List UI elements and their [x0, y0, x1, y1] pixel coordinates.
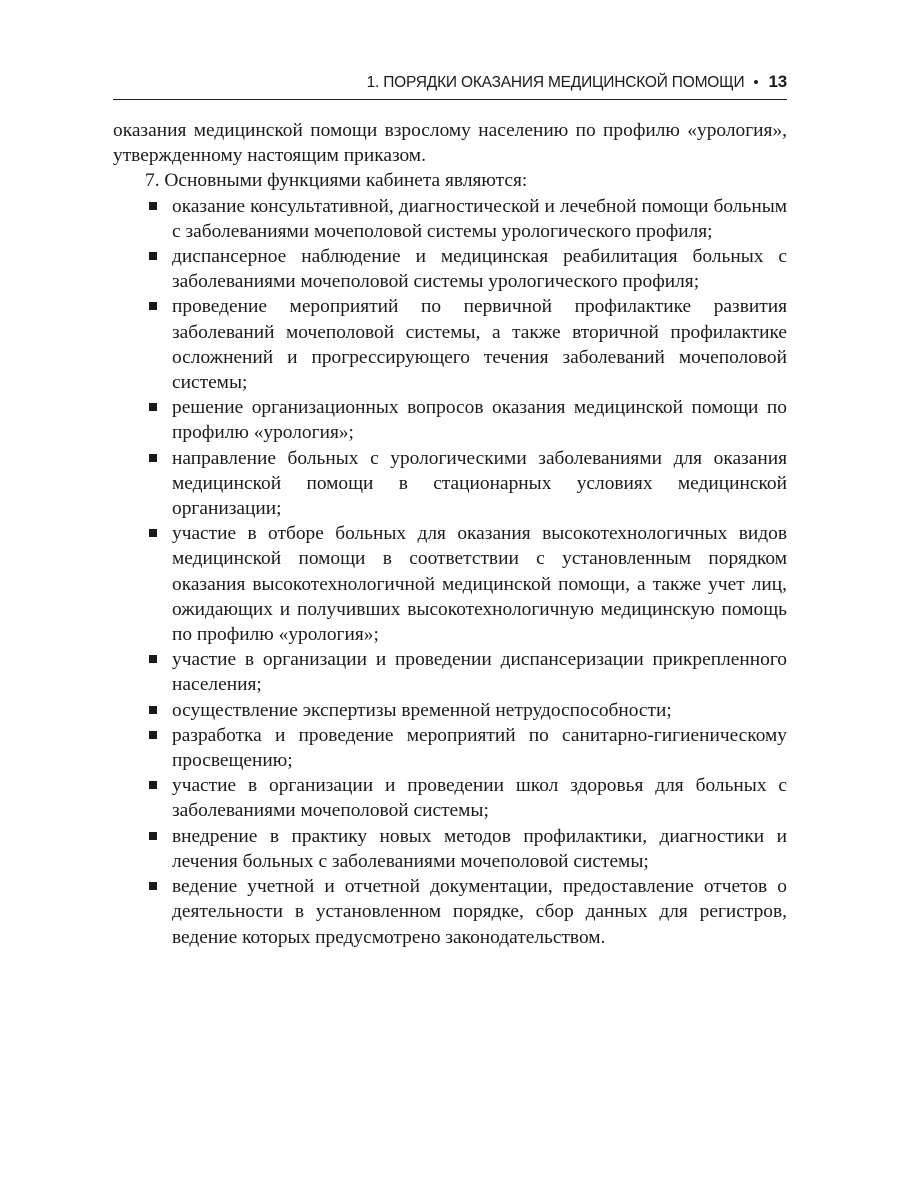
- list-item-text: ведение учетной и отчетной документации, предоставление отчетов о деятельности в установленном порядке, сбор данных для регистров, ведение которых предусмотрено законодательством.: [172, 876, 787, 948]
- square-bullet-icon: [149, 529, 157, 537]
- list-item-text: участие в отборе больных для оказания высокотехнологичных видов медицинской помощи в соответствии с установленным порядком оказания высокотехнологичной медицинской помощи, а также учет лиц, ожидающих и получивших высокотехнологичную медицинскую помощь по профилю «урология»;: [172, 523, 787, 646]
- square-bullet-icon: [149, 202, 157, 210]
- list-item-text: осуществление экспертизы временной нетрудоспособности;: [172, 699, 672, 721]
- list-item-text: решение организационных вопросов оказания медицинской помощи по профилю «урология»;: [172, 397, 787, 444]
- list-item: [113, 521, 787, 647]
- list-item-text: разработка и проведение мероприятий по санитарно-гигиеническому просвещению;: [172, 724, 787, 772]
- list-item: [113, 773, 787, 823]
- list-item: [113, 723, 787, 773]
- square-bullet-icon: [149, 252, 157, 260]
- square-bullet-icon: [149, 403, 157, 411]
- list-item-text: участие в организации и проведении диспансеризации прикрепленного населения;: [172, 649, 787, 696]
- square-bullet-icon: [149, 302, 157, 310]
- list-item-text: участие в организации и проведении школ здоровья для больных с заболеваниями мочеполовой системы;: [172, 775, 787, 822]
- list-item: [113, 194, 787, 244]
- square-bullet-icon: [149, 832, 157, 840]
- list-item: [113, 446, 787, 522]
- page-number: 13: [768, 72, 787, 91]
- item-7-intro: 7. Основными функциями кабинета являются:: [145, 170, 528, 192]
- list-item-text: диспансерное наблюдение и медицинская реабилитация больных с заболеваниями мочеполовой системы урологического профиля;: [172, 246, 787, 293]
- square-bullet-icon: [149, 454, 157, 462]
- square-bullet-icon: [149, 655, 157, 663]
- section-title: 1. ПОРЯДКИ ОКАЗАНИЯ МЕДИЦИНСКОЙ ПОМОЩИ: [366, 74, 745, 91]
- list-item: [113, 647, 787, 697]
- header-separator: •: [753, 74, 759, 91]
- square-bullet-icon: [149, 882, 157, 890]
- list-item-text: направление больных с урологическими заболеваниями для оказания медицинской помощи в стационарных условиях медицинской организации;: [172, 447, 787, 520]
- list-item: [113, 294, 787, 395]
- list-item: [113, 698, 787, 723]
- square-bullet-icon: [149, 781, 157, 789]
- list-item: [113, 874, 787, 950]
- list-item-text: оказание консультативной, диагностической и лечебной помощи больным с заболеваниями мочеполовой системы урологического профиля;: [172, 195, 787, 242]
- book-page: [113, 72, 787, 950]
- list-item-text: внедрение в практику новых методов профилактики, диагностики и лечения больных с заболеваниями мочеполовой системы;: [172, 825, 787, 872]
- running-header: [113, 72, 787, 100]
- list-item-text: проведение мероприятий по первичной профилактике развития заболеваний мочеполовой системы, а также вторичной профилактике осложнений и прогрессирующего течения заболеваний мочеполовой системы;: [172, 296, 787, 394]
- list-item: [113, 244, 787, 294]
- continuation-paragraph: оказания медицинской помощи взрослому населению по профилю «урология», утвержденному настоящим приказом.: [113, 120, 787, 167]
- page-content: [113, 118, 787, 950]
- functions-list: [113, 194, 787, 950]
- square-bullet-icon: [149, 706, 157, 714]
- square-bullet-icon: [149, 731, 157, 739]
- list-item: [113, 824, 787, 874]
- list-item: [113, 395, 787, 445]
